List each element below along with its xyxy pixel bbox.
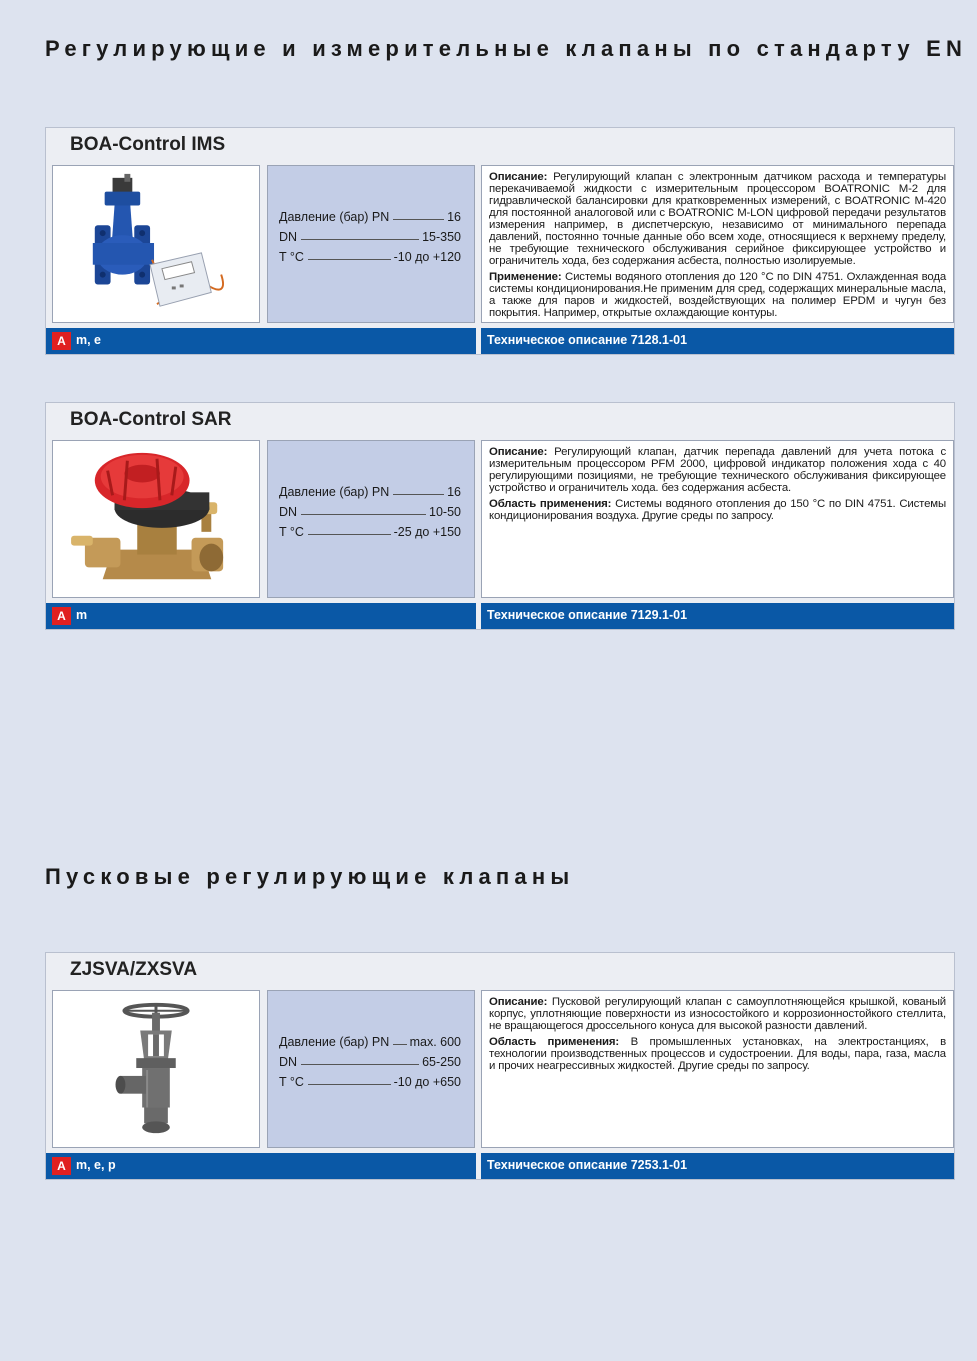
product-card-boa-control-sar — [45, 402, 955, 630]
product-image — [52, 165, 260, 323]
materials-text: m — [76, 608, 88, 622]
product-card-zjsva-zxsva — [45, 952, 955, 1180]
material-badge: A — [52, 332, 71, 350]
product-image — [52, 990, 260, 1148]
material-badge: A — [52, 607, 71, 625]
material-badge: A — [52, 1157, 71, 1175]
description-paragraph: Описание: Пусковой регулирующий клапан с самоуплотняющейся крышкой, кованый корпус, уплотняющие поверхности из износостойкого и коррозионностойкого стеллита, не вращающегося дроссельного конуса для высокой разности давлений. — [489, 996, 947, 1032]
materials-bar — [46, 328, 476, 354]
section-title-startup-valves: Пусковые регулирующие клапаны — [45, 864, 575, 889]
tech-doc-bar[interactable] — [481, 603, 954, 629]
specs-panel — [267, 990, 475, 1148]
spec-row-temperature: T °C -10 до +120 — [279, 250, 461, 264]
tech-doc-bar[interactable] — [481, 1153, 954, 1179]
application-paragraph: Применение: Системы водяного отопления до 120 °C по DIN 4751. Охлажденная вода системы кондиционирования.Не применим для сред, содержащих минеральные масла, а также для паров и жидкостей, воздействующих на полимер EPDM и чугун без покрытия. Например, открытые охлаждающие контуры. — [489, 271, 946, 319]
spec-row-dn: DN 10-50 — [279, 505, 461, 519]
tech-doc-link[interactable]: Техническое описание 7253.1-01 — [487, 1158, 688, 1172]
product-title: BOA-Control SAR — [70, 409, 232, 430]
spec-row-dn: DN 65-250 — [279, 1055, 461, 1069]
application-paragraph: Область применения: В промышленных установках, на электростанциях, в технологии производственных процессов и судостроении. Для воды, пара, газа, масла и прочих неагрессивных жидкостей. Другие среды по запросу. — [489, 1036, 947, 1072]
spec-row-temperature: T °C -25 до +150 — [279, 525, 461, 539]
description-panel — [481, 165, 954, 323]
specs-panel — [267, 440, 475, 598]
tech-doc-bar[interactable] — [481, 328, 954, 354]
bronze-balancing-valve-red-handwheel-icon — [53, 441, 259, 597]
spec-row-pressure: Давление (бар) PN 16 — [279, 485, 461, 499]
product-image — [52, 440, 260, 598]
application-paragraph: Область применения: Системы водяного отопления до 150 °C по DIN 4751. Системы кондиционирования воздуха. Другие среды по запросу. — [489, 498, 946, 522]
tech-doc-link[interactable]: Техническое описание 7129.1-01 — [487, 608, 688, 622]
description-paragraph: Описание: Регулирующий клапан с электронным датчиком расхода и температуры перекачиваемой жидкости с измерительным процессором BOATRONIC M-2 для гидравлической балансировки для кратковременных измерений, с BOATRONIC M-420 для постоянной аналоговой или с BOATRONIC M-LON цифровой передачи результатов измерения например, в диспетчерскую, независимо от минимального перепада давлений, постоянно точные данные обо всем ходе, относящиеся к верхнему пределу, не требующие технического обслуживания серийное фиксирующее устройство и ограничитель хода, без содержания асбеста, полностью изолируемые. — [489, 171, 947, 267]
spec-row-pressure: Давление (бар) PN 16 — [279, 210, 461, 224]
description-paragraph: Описание: Регулирующий клапан, датчик перепада давлений для учета потока с измерительным процессором PFM 2000, цифровой индикатор положения хода с 40 регулирующими позициями, не требующие технического обслуживания фиксирующее устройство и ограничитель хода. без содержания асбеста. — [489, 446, 947, 494]
forged-globe-valve-handwheel-icon — [53, 991, 259, 1147]
product-title: BOA-Control IMS — [70, 134, 226, 155]
spec-row-temperature: T °C -10 до +650 — [279, 1075, 461, 1089]
description-panel — [481, 440, 954, 598]
product-card-boa-control-ims — [45, 127, 955, 355]
balancing-valve-with-electronic-sensor-icon — [53, 166, 259, 322]
specs-panel — [267, 165, 475, 323]
materials-text: m, e, p — [76, 1158, 116, 1172]
materials-bar — [46, 603, 476, 629]
description-panel — [481, 990, 954, 1148]
materials-text: m, e — [76, 333, 102, 347]
spec-row-dn: DN 15-350 — [279, 230, 461, 244]
section-title-control-valves: Регулирующие и измерительные клапаны по стандарту EN — [45, 36, 968, 61]
materials-bar — [46, 1153, 476, 1179]
product-title: ZJSVA/ZXSVA — [70, 959, 198, 980]
spec-row-pressure: Давление (бар) PN max. 600 — [279, 1035, 461, 1049]
tech-doc-link[interactable]: Техническое описание 7128.1-01 — [487, 333, 688, 347]
